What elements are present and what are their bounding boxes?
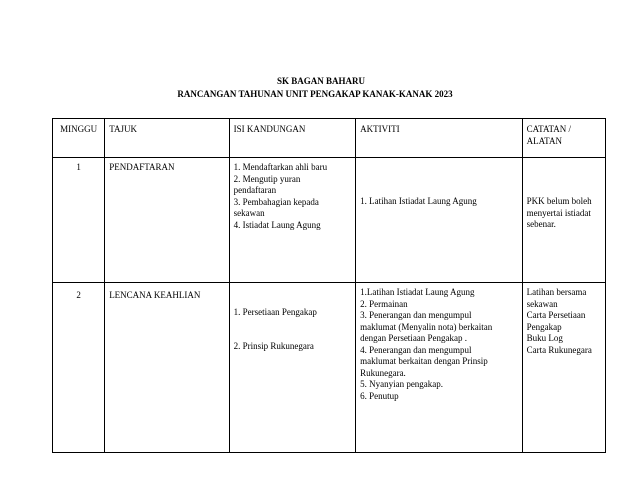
annual-plan-table [52,118,606,453]
table-header-row [53,119,606,158]
school-name: SK BAGAN BAHARU [276,76,365,86]
cell-aktiviti: 1. Latihan Istiadat Laung Agung [356,158,523,283]
header-isi-kandungan: ISI KANDUNGAN [229,119,355,158]
table-row [53,158,606,283]
cell-isi-kandungan: 1. Persetiaan Pengakap 2. Prinsip Rukunegara [229,283,355,453]
header-tajuk: TAJUK [105,119,229,158]
header-aktiviti: AKTIVITI [356,119,523,158]
document-title: RANCANGAN TAHUNAN UNIT PENGAKAP KANAK-KANAK 2023 [177,89,453,99]
header-minggu: MINGGU [53,119,105,158]
cell-tajuk: LENCANA KEAHLIAN [105,283,229,453]
cell-aktiviti: 1.Latihan Istiadat Laung Agung 2. Permainan 3. Penerangan dan mengumpul maklumat (Menyalin nota) berkaitan dengan Persetiaan Pengakap . 4. Penerangan dan mengumpul maklumat berkaitan dengan Prinsip Rukunegara. 5. Nyanyian pengakap. 6. Penutup [356,283,523,453]
cell-isi-kandungan: 1. Mendaftarkan ahli baru 2. Mengutip yuran pendaftaran 3. Pembahagian kepada sekawan 4. Istiadat Laung Agung [229,158,355,283]
table-row [53,283,606,453]
cell-minggu: 1 [53,158,105,283]
header-catatan-alatan: CATATAN / ALATAN [522,119,605,158]
cell-catatan: PKK belum boleh menyertai istiadat sebenar. [522,158,605,283]
cell-minggu: 2 [53,283,105,453]
cell-catatan: Latihan bersama sekawan Carta Persetiaan Pengakap Buku Log Carta Rukunegara [522,283,605,453]
cell-tajuk: PENDAFTARAN [105,158,229,283]
